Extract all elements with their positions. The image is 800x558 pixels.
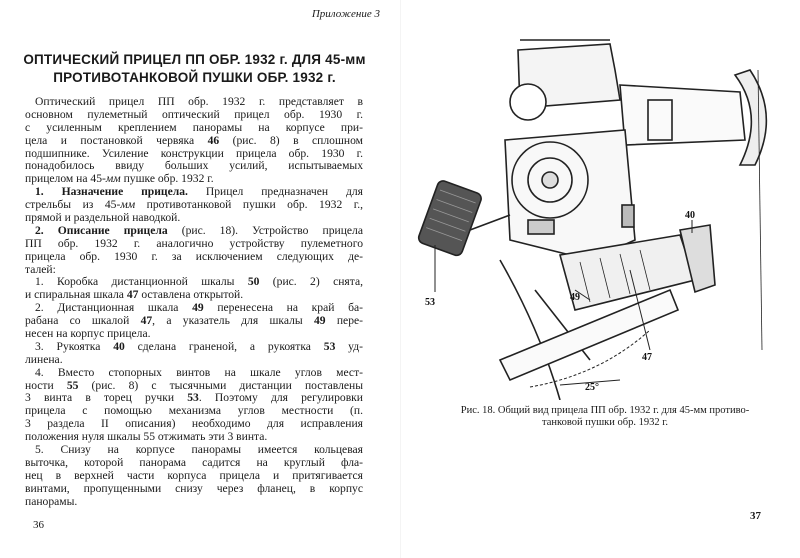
bold-text: 2. Описание прицела <box>35 223 168 237</box>
text-segment: основном пулеметный оптический прицел обр. 1930 г. <box>25 107 363 121</box>
text-segment: нец в верхней части корпуса прицела и притягивается <box>25 468 363 482</box>
caption-line-2: танковой пушки обр. 1932 г. <box>542 417 668 428</box>
body-text <box>25 96 363 509</box>
text-segment: уд- <box>335 339 364 353</box>
text-segment: пере- <box>325 314 364 328</box>
text-segment: несен на корпус прицела. <box>25 327 151 341</box>
label-47: 47 <box>642 352 652 363</box>
text-segment: 3 винта в торец ручки <box>25 391 188 405</box>
text-segment: пушке обр. 1932 г. <box>120 172 214 186</box>
text-segment: Оптический прицел ПП обр. 1932 г. представляет в <box>35 95 363 108</box>
text-segment: 2. Дистанционная шкала <box>35 301 193 315</box>
text-segment: противотанковой пушки обр. 1932 г., <box>135 198 363 212</box>
text-segment: прицелом на 45- <box>25 172 106 186</box>
bold-text: 1. Назначение прицела. <box>35 185 188 199</box>
bold-text: 47 <box>140 314 153 328</box>
text-segment: 5. Снизу на корпусе панорамы имеется кольцевая <box>35 443 363 457</box>
text-segment: винтами, пропущенными снизу через фланец, в корпус <box>25 481 363 495</box>
text-segment: прицела обр. 1930 г. за исключением следующих де- <box>25 249 363 263</box>
text-segment: 3 раздела II описания) необходимо для исправления <box>25 417 363 431</box>
bold-text: 55 <box>66 378 79 392</box>
figure-caption <box>425 405 785 429</box>
text-segment: 3. Рукоятка <box>35 339 114 353</box>
bold-text: 49 <box>192 301 204 315</box>
text-segment: (рис. 8) в сплошном <box>219 133 363 147</box>
bold-text: 49 <box>313 314 326 328</box>
text-segment: (рис. 2) снята, <box>259 275 364 289</box>
label-40: 40 <box>685 210 695 221</box>
label-angle-25: 25° <box>585 382 599 393</box>
page-number-left: 36 <box>33 519 44 531</box>
text-line <box>25 341 363 354</box>
text-segment: положения нуля шкалы 55 отжимать эти 3 винта. <box>25 430 268 444</box>
bold-text: 50 <box>247 275 260 289</box>
sight-body <box>505 130 635 260</box>
text-segment: и спиральная шкала <box>25 288 127 302</box>
text-segment: . Поэтому для регулировки <box>198 391 364 405</box>
running-head: Приложение 3 <box>311 8 380 20</box>
text-segment: рабана со шкалой <box>25 314 141 328</box>
text-segment: 4. Вместо стопорных винтов на шкале углов мест- <box>35 365 363 379</box>
bold-text: 40 <box>113 339 125 353</box>
text-segment: талей: <box>25 262 56 276</box>
caption-line-1: Рис. 18. Общий вид прицела ПП обр. 1932 г. для 45-мм противо- <box>460 405 750 416</box>
text-line <box>25 496 363 509</box>
text-segment: подшипнике. Усиление конструкции прицела обр. 1930 г. <box>25 146 363 160</box>
text-segment: ПП обр. 1932 г. аналогично устройству пулеметного <box>25 236 363 250</box>
chapter-title-line-2: ПРОТИВОТАНКОВОЙ ПУШКИ ОБР. 1932 г. <box>53 70 336 85</box>
text-segment: (рис. 18). Устройство прицела <box>167 223 363 237</box>
italic-text: мм <box>105 172 121 186</box>
text-segment: , а указатель для шкалы <box>152 314 314 328</box>
page-gutter <box>400 0 401 558</box>
page-number-right: 37 <box>750 510 761 522</box>
knurled-handle-53 <box>417 179 483 257</box>
text-segment: оставлена открытой. <box>138 288 244 302</box>
text-segment: 1. Коробка дистанционной шкалы <box>35 275 248 289</box>
figure-18-sight-drawing <box>410 30 780 400</box>
bold-text: 46 <box>207 133 220 147</box>
text-segment: панорамы. <box>25 494 78 508</box>
eyepiece-tube <box>620 85 745 145</box>
text-segment: цела и постановкой червяка <box>25 133 208 147</box>
text-segment: понадобилось ввиду больших усилий, испытываемых <box>25 159 363 173</box>
bold-text: 53 <box>187 391 199 405</box>
text-line <box>25 251 363 264</box>
text-segment: стрельбы из 45- <box>25 198 121 212</box>
text-segment: прямой и раздельной наводкой. <box>25 211 181 225</box>
label-53: 53 <box>425 297 435 308</box>
bold-text: 53 <box>323 339 336 353</box>
chapter-title-line-1: ОПТИЧЕСКИЙ ПРИЦЕЛ ПП ОБР. 1932 г. ДЛЯ 45-мм <box>23 52 366 67</box>
bold-text: 47 <box>126 288 139 302</box>
text-segment: Прицел предназначен для <box>187 185 363 199</box>
text-segment: ности <box>25 378 67 392</box>
text-segment: прицела с помощью механизма углов местности (п. <box>25 404 363 418</box>
text-segment: выточка, которой панорама садится на круглый фла- <box>25 455 363 469</box>
text-segment: перенесена на край ба- <box>203 301 363 315</box>
text-segment: линена. <box>25 352 63 366</box>
text-segment: с усиленным креплением панорамы на корпусе при- <box>25 120 363 134</box>
eyepiece-knob <box>510 84 546 120</box>
text-segment: (рис. 8) с тысячными дистанции поставлены <box>78 378 363 392</box>
text-segment: сделана граненой, а рукоятка <box>124 339 324 353</box>
label-49: 49 <box>570 292 580 303</box>
italic-text: мм <box>120 198 136 212</box>
